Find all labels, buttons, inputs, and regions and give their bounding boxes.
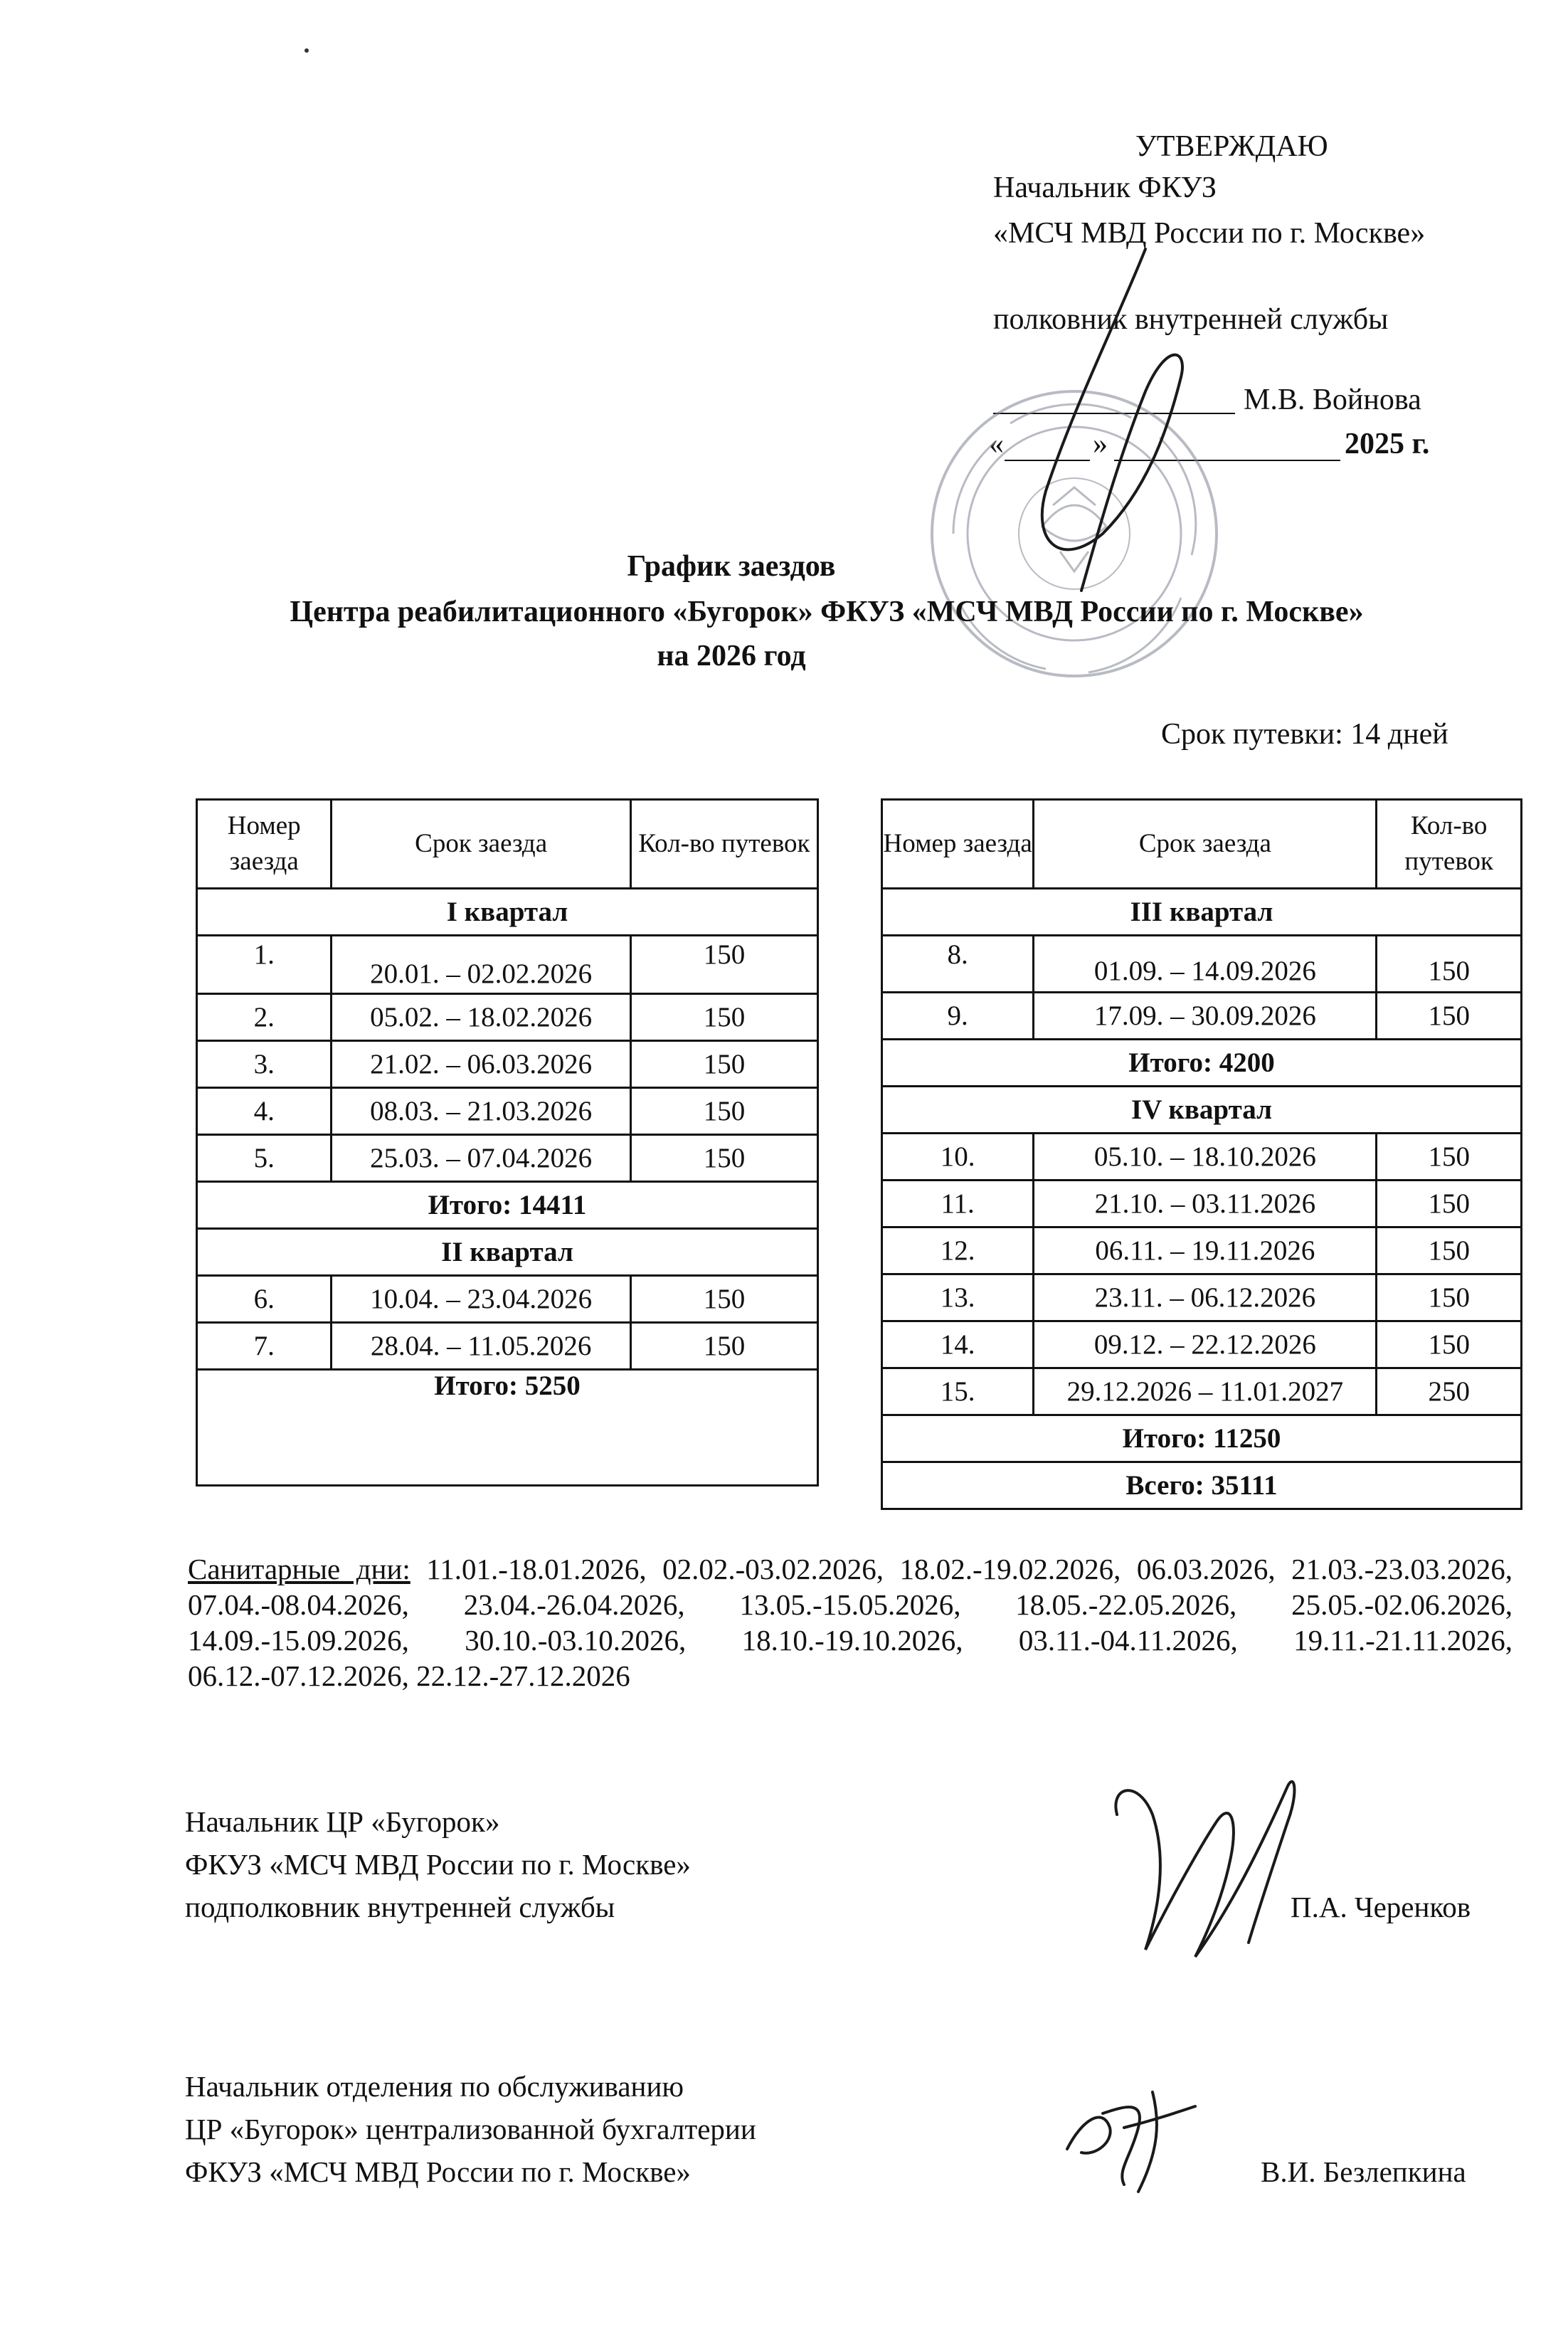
quarter-row — [197, 889, 818, 936]
row-count: 150 — [1377, 1274, 1522, 1321]
quarter-total: Итого: 5250 — [197, 1370, 818, 1486]
stray-dot — [304, 48, 309, 53]
row-period: 25.03. – 07.04.2026 — [332, 1135, 630, 1182]
row-number: 1. — [197, 936, 332, 994]
row-period: 29.12.2026 – 11.01.2027 — [1034, 1368, 1377, 1415]
row-count: 150 — [1377, 993, 1522, 1040]
row-count: 150 — [630, 994, 817, 1041]
table-row — [882, 1181, 1522, 1227]
table-header-row — [197, 800, 818, 889]
table-row — [197, 936, 818, 994]
row-period: 08.03. – 21.03.2026 — [332, 1088, 630, 1135]
row-count: 150 — [630, 936, 817, 994]
signatory2-name: В.И. Безлепкина — [1261, 2155, 1466, 2188]
signatory1-line1: Начальник ЦР «Бугорок» — [185, 1805, 500, 1838]
row-count: 150 — [1377, 1134, 1522, 1181]
row-period: 05.02. – 18.02.2026 — [332, 994, 630, 1041]
schedule-table-left — [196, 798, 819, 1487]
approval-position-line1: Начальник ФКУЗ — [993, 171, 1217, 204]
approval-date-quote-close: » — [1093, 428, 1108, 460]
grand-total: Всего: 35111 — [882, 1462, 1522, 1509]
header-number: Номер заезда — [197, 800, 332, 889]
page-title: График заездов — [627, 550, 836, 583]
row-number: 3. — [197, 1041, 332, 1088]
header-period: Срок заезда — [1034, 800, 1377, 889]
signatory2-line2: ЦР «Бугорок» централизованной бухгалтерии — [185, 2113, 756, 2145]
table-row — [197, 1323, 818, 1370]
sanitary-dates: 11.01.-18.01.2026, 02.02.-03.02.2026, 18.02.-19.02.2026, 06.03.2026, 21.03.-23.03.2026, 07.04.-08.04.2026, 23.04.-26.04.2026, 13.05.-15.05.2026, 18.05.-22.05.2026, 25.05.-02.06.2026, 14.09.-15.09.2026, 30.10.-03.10.2026, 18.10.-19.10.2026, 03.11.-04.11.2026, 19.11.-21.11.2026, 06.12.-07.12.2026, 22.12.-27.12.2026 — [188, 1553, 1513, 1692]
row-count: 250 — [1377, 1368, 1522, 1415]
row-number: 9. — [882, 993, 1034, 1040]
row-period: 21.02. – 06.03.2026 — [332, 1041, 630, 1088]
table-row — [882, 936, 1522, 993]
row-period: 09.12. – 22.12.2026 — [1034, 1321, 1377, 1368]
signature1-icon — [1096, 1765, 1309, 1978]
row-count: 150 — [630, 1041, 817, 1088]
grand-total-row — [882, 1462, 1522, 1509]
page-subtitle: Центра реабилитационного «Бугорок» ФКУЗ «МСЧ МВД России по г. Москве» — [290, 596, 1364, 628]
row-number: 8. — [882, 936, 1034, 993]
table-row — [197, 1088, 818, 1135]
signatory2-line1: Начальник отделения по обслуживанию — [185, 2070, 684, 2103]
table-row — [882, 1274, 1522, 1321]
table-row — [882, 1227, 1522, 1274]
row-period: 10.04. – 23.04.2026 — [332, 1276, 630, 1323]
row-count: 150 — [630, 1135, 817, 1182]
header-period: Срок заезда — [332, 800, 630, 889]
quarter-total: Итого: 11250 — [882, 1415, 1522, 1462]
row-number: 15. — [882, 1368, 1034, 1415]
quarter-total: Итого: 14411 — [197, 1182, 818, 1229]
row-period: 17.09. – 30.09.2026 — [1034, 993, 1377, 1040]
table-row — [197, 1135, 818, 1182]
table-row — [197, 1276, 818, 1323]
total-row — [197, 1182, 818, 1229]
table-row — [882, 993, 1522, 1040]
approval-year: 2025 г. — [1345, 428, 1430, 460]
row-count: 150 — [1377, 1321, 1522, 1368]
row-count: 150 — [630, 1323, 817, 1370]
row-period: 01.09. – 14.09.2026 — [1034, 936, 1377, 993]
quarter-total: Итого: 4200 — [882, 1040, 1522, 1087]
header-number: Номер заезда — [882, 800, 1034, 889]
row-count: 150 — [1377, 936, 1522, 993]
total-row — [197, 1370, 818, 1486]
row-number: 12. — [882, 1227, 1034, 1274]
table-row — [197, 994, 818, 1041]
signatory1-name: П.А. Черенков — [1291, 1891, 1471, 1923]
row-number: 14. — [882, 1321, 1034, 1368]
quarter-label: I квартал — [197, 889, 818, 936]
trip-duration: Срок путевки: 14 дней — [1161, 718, 1448, 751]
approval-name: М.В. Войнова — [1244, 384, 1421, 416]
row-count: 150 — [1377, 1181, 1522, 1227]
sanitary-days — [188, 1551, 1513, 1694]
header-count: Кол-во путевок — [1377, 800, 1522, 889]
row-number: 2. — [197, 994, 332, 1041]
approval-rank: полковник внутренней службы — [993, 303, 1389, 336]
signatory1-line3: подполковник внутренней службы — [185, 1891, 615, 1923]
row-number: 5. — [197, 1135, 332, 1182]
row-number: 11. — [882, 1181, 1034, 1227]
row-number: 4. — [197, 1088, 332, 1135]
approval-heading: УТВЕРЖДАЮ — [1135, 130, 1328, 163]
signature2-icon — [1053, 2064, 1209, 2206]
table-row — [882, 1134, 1522, 1181]
row-period: 21.10. – 03.11.2026 — [1034, 1181, 1377, 1227]
quarter-row — [882, 1087, 1522, 1134]
row-count: 150 — [630, 1088, 817, 1135]
quarter-row — [197, 1229, 818, 1276]
table-header-row — [882, 800, 1522, 889]
signatory2-line3: ФКУЗ «МСЧ МВД России по г. Москве» — [185, 2155, 691, 2188]
total-row — [882, 1040, 1522, 1087]
row-period: 28.04. – 11.05.2026 — [332, 1323, 630, 1370]
table-row — [882, 1321, 1522, 1368]
header-count: Кол-во путевок — [630, 800, 817, 889]
row-count: 150 — [630, 1276, 817, 1323]
row-count: 150 — [1377, 1227, 1522, 1274]
table-row — [882, 1368, 1522, 1415]
row-number: 7. — [197, 1323, 332, 1370]
row-number: 10. — [882, 1134, 1034, 1181]
row-number: 13. — [882, 1274, 1034, 1321]
schedule-table-right — [881, 798, 1522, 1510]
table-row — [197, 1041, 818, 1088]
quarter-row — [882, 889, 1522, 936]
quarter-label: II квартал — [197, 1229, 818, 1276]
total-row — [882, 1415, 1522, 1462]
approval-position-line2: «МСЧ МВД России по г. Москве» — [993, 217, 1426, 250]
quarter-label: IV квартал — [882, 1087, 1522, 1134]
row-period: 05.10. – 18.10.2026 — [1034, 1134, 1377, 1181]
row-period: 20.01. – 02.02.2026 — [332, 936, 630, 994]
quarter-label: III квартал — [882, 889, 1522, 936]
row-number: 6. — [197, 1276, 332, 1323]
signatory1-line2: ФКУЗ «МСЧ МВД России по г. Москве» — [185, 1848, 691, 1881]
row-period: 23.11. – 06.12.2026 — [1034, 1274, 1377, 1321]
approval-date-quote-open: « — [989, 428, 1004, 460]
sanitary-label: Санитарные дни: — [188, 1553, 410, 1585]
page-year: на 2026 год — [657, 640, 806, 672]
row-period: 06.11. – 19.11.2026 — [1034, 1227, 1377, 1274]
